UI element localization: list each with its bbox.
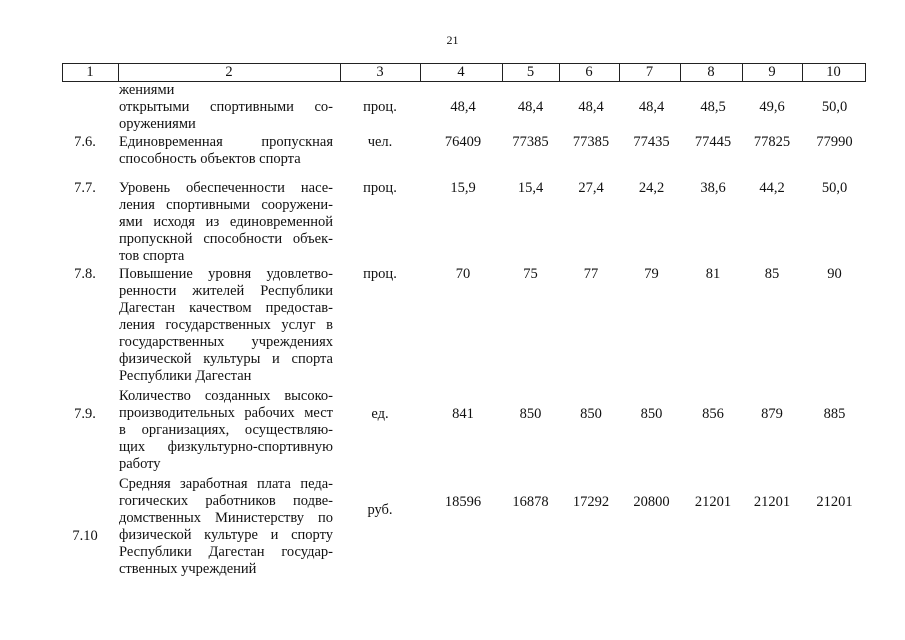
column-header-3: 3 <box>376 64 384 80</box>
row-value: 90 <box>827 266 842 282</box>
column-header-2: 2 <box>225 64 233 80</box>
description-line: работу <box>119 456 161 472</box>
row-value: 77990 <box>816 134 853 150</box>
row-value: 50,0 <box>821 99 848 115</box>
row-value: 77 <box>583 266 599 282</box>
row-value: 48,4 <box>450 99 476 115</box>
row-value: 81 <box>705 266 721 282</box>
row-value: 21201 <box>753 494 791 510</box>
row-value: 77385 <box>572 134 610 150</box>
row-value: 48,4 <box>517 99 544 115</box>
column-divider <box>865 63 866 82</box>
row-value: 18596 <box>444 494 482 510</box>
description-line: ления спортивными сооружени- <box>119 197 333 213</box>
description-line: ления государственных услуг в <box>119 317 333 333</box>
row-value: 85 <box>764 266 780 282</box>
column-header-10: 10 <box>826 64 841 80</box>
column-header-9: 9 <box>768 64 776 80</box>
row-number: 7.6. <box>74 134 96 150</box>
row-value: 879 <box>761 406 783 422</box>
description-line: в организациях, осуществляю- <box>119 422 333 438</box>
row-unit: проц. <box>363 266 397 282</box>
row-number: 7.10 <box>72 528 98 544</box>
row-description <box>119 180 333 265</box>
row-value: 48,5 <box>700 99 726 115</box>
description-line: физической культуры и спорта <box>119 351 333 367</box>
description-line: ственных учреждений <box>119 561 257 577</box>
description-line: открытыми спортивными со- <box>119 99 333 115</box>
row-value: 48,4 <box>638 99 665 115</box>
row-value: 50,0 <box>821 180 848 196</box>
row-value: 15,9 <box>450 180 476 196</box>
row-value: 841 <box>452 406 474 422</box>
description-line: Единовременная пропускная <box>119 134 333 150</box>
row-value: 48,4 <box>578 99 604 115</box>
row-value: 77385 <box>512 134 549 150</box>
description-line: физической культуре и спорту <box>119 527 333 543</box>
row-value: 77435 <box>633 134 670 150</box>
row-value: 17292 <box>572 494 610 510</box>
row-number: 7.7. <box>74 180 96 196</box>
row-value: 44,2 <box>759 180 785 196</box>
column-header-1: 1 <box>86 64 94 80</box>
row-value: 49,6 <box>759 99 785 115</box>
row-value: 850 <box>519 406 542 422</box>
row-unit: чел. <box>367 134 393 150</box>
description-line: Количество созданных высоко- <box>119 388 333 404</box>
description-line: Уровень обеспеченности насе- <box>119 180 333 196</box>
description-line: Средняя заработная плата педа- <box>119 476 333 492</box>
row-value: 77825 <box>753 134 791 150</box>
row-value: 27,4 <box>578 180 604 196</box>
row-value: 79 <box>644 266 659 282</box>
description-line: гогических работников подве- <box>119 493 333 509</box>
description-line: ренности жителей Республики <box>119 283 333 299</box>
description-line: оружениями <box>119 116 196 132</box>
row-value: 75 <box>523 266 538 282</box>
row-description <box>119 388 333 473</box>
column-header-7: 7 <box>645 64 654 80</box>
column-header-6: 6 <box>585 64 593 80</box>
description-line: Дагестан качеством предостав- <box>119 300 333 316</box>
column-header-4: 4 <box>457 64 465 80</box>
row-value: 850 <box>580 406 602 422</box>
row-value: 885 <box>823 406 846 422</box>
description-line: способность объектов спорта <box>119 151 301 167</box>
row-number: 7.9. <box>74 406 96 422</box>
description-line: производительных рабочих мест <box>119 405 333 421</box>
column-header-5: 5 <box>526 64 535 80</box>
row-number: 7.8. <box>74 266 96 282</box>
row-value: 850 <box>640 406 663 422</box>
row-description <box>119 134 333 168</box>
row-value: 70 <box>455 266 471 282</box>
row-value: 21201 <box>816 494 853 510</box>
row-value: 16878 <box>512 494 549 510</box>
row-unit: руб. <box>367 502 393 518</box>
table-body <box>0 82 905 602</box>
row-value: 21201 <box>694 494 732 510</box>
row-description <box>119 266 333 385</box>
row-value: 38,6 <box>700 180 726 196</box>
description-line: Республики Дагестан государ- <box>119 544 333 560</box>
description-line: государственных учреждениях <box>119 334 333 350</box>
description-line: пропускной способности объек- <box>119 231 333 247</box>
row-value: 20800 <box>633 494 670 510</box>
description-line: жениями <box>119 82 175 98</box>
description-line: тов спорта <box>119 248 185 264</box>
row-unit: проц. <box>363 99 397 115</box>
description-line: ями исходя из единовременной <box>119 214 333 230</box>
row-value: 856 <box>702 406 724 422</box>
row-unit: проц. <box>363 180 397 196</box>
row-value: 77445 <box>694 134 732 150</box>
page-number: 21 <box>446 33 459 47</box>
description-line: Повышение уровня удовлетво- <box>119 266 333 282</box>
description-line: щих физкультурно-спортивную <box>119 439 333 455</box>
row-description <box>119 82 333 133</box>
row-value: 15,4 <box>517 180 544 196</box>
description-line: Республики Дагестан <box>119 368 252 384</box>
row-description <box>119 476 333 578</box>
description-line: домственных Министерству по <box>119 510 333 526</box>
row-value: 76409 <box>444 134 482 150</box>
row-unit: ед. <box>371 406 389 422</box>
row-value: 24,2 <box>638 180 665 196</box>
column-header-8: 8 <box>707 64 715 80</box>
table-header <box>62 63 866 82</box>
